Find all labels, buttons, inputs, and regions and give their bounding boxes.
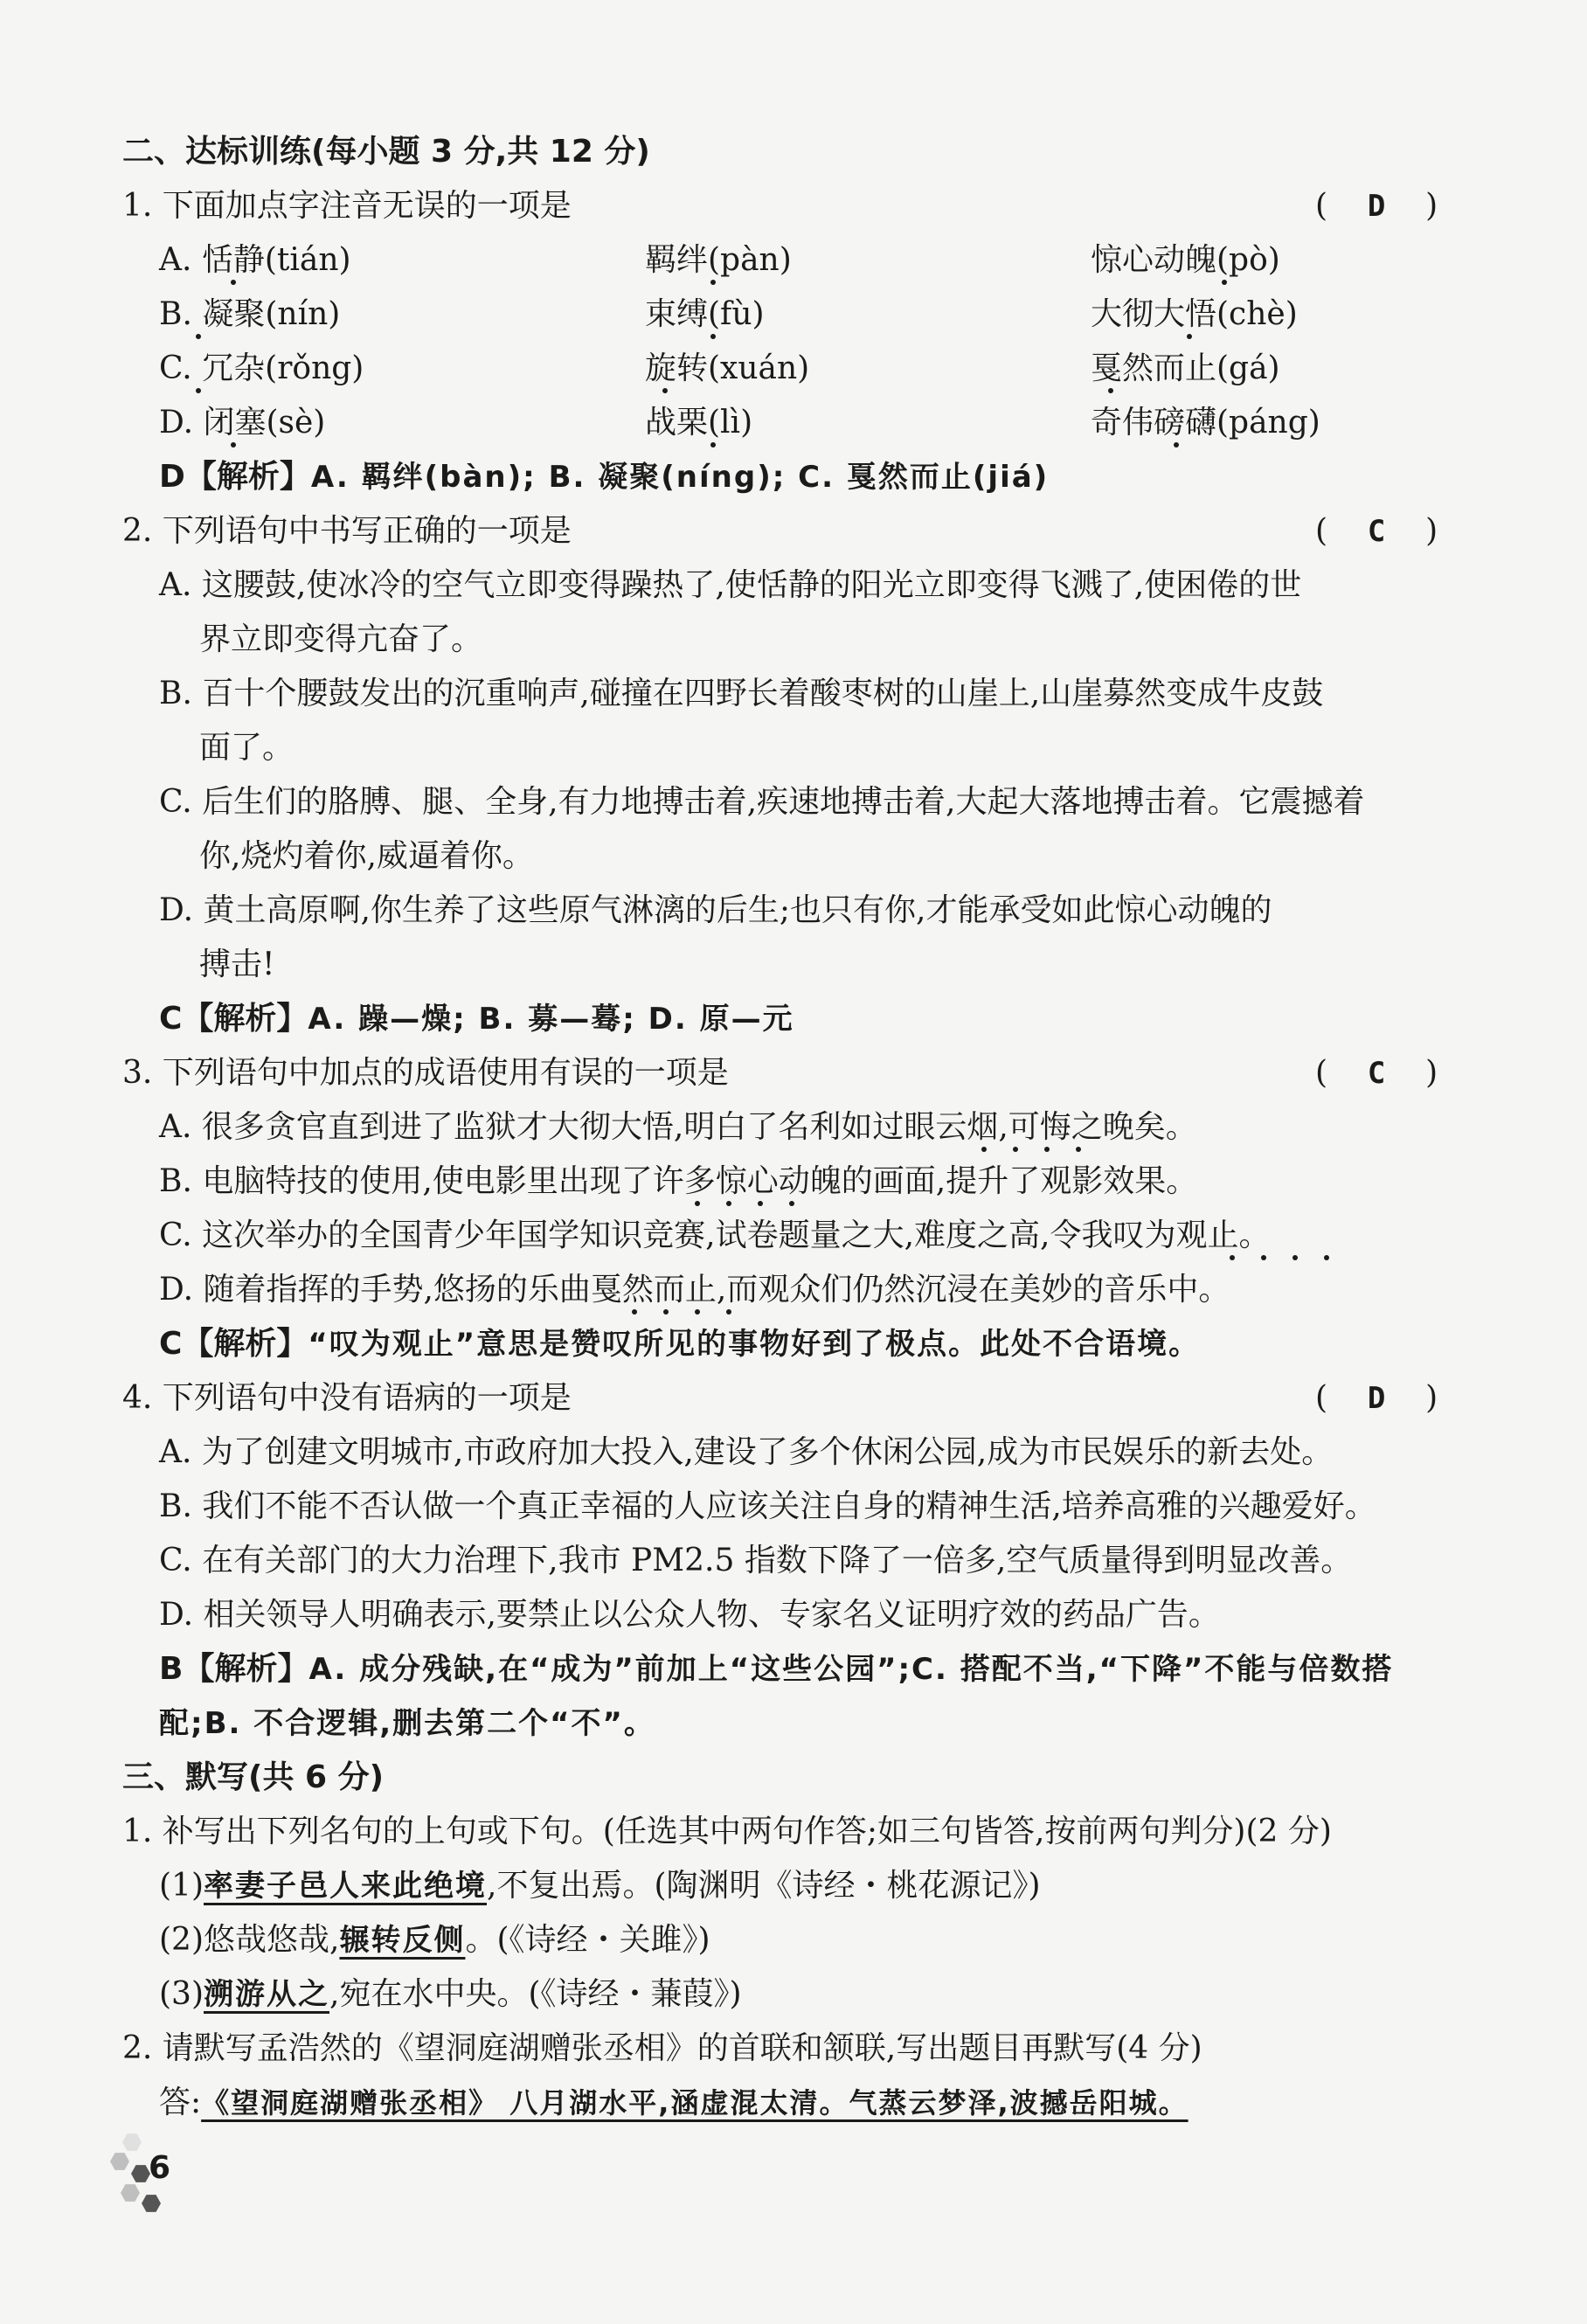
q2-option-d1: D. 黄土高原啊,你生养了这些原气淋漓的后生;也只有你,才能承受如此惊心动魄的 bbox=[159, 892, 1272, 928]
handwritten-answer: 辗转反侧 bbox=[339, 1923, 466, 1958]
handwritten-answer: 率妻子邑人来此绝境 bbox=[204, 1869, 487, 1904]
q1-stem: 1. 下面加点字注音无误的一项是 bbox=[122, 188, 572, 224]
q3-option-c: C. 这次举办的全国青少年国学知识竞赛,试卷题量之大,难度之高,令我叹为观止。 bbox=[159, 1217, 1271, 1253]
emphasis-dot bbox=[710, 280, 716, 285]
q2-option-a2: 界立即变得亢奋了。 bbox=[199, 621, 483, 657]
section-2-title: 二、达标训练(每小题 3 分,共 12 分) bbox=[122, 134, 650, 170]
item-prefix: (3) bbox=[159, 1976, 204, 2012]
hex-decoration bbox=[131, 2164, 150, 2183]
q1-answer: D bbox=[1367, 189, 1386, 224]
q3-option-a: A. 很多贪官直到进了监狱才大彻大悟,明白了名利如过眼云烟,可悔之晚矣。 bbox=[159, 1109, 1197, 1145]
s3-q2-stem: 2. 请默写孟浩然的《望洞庭湖赠张丞相》的首联和颔联,写出题目再默写(4 分) bbox=[122, 2030, 1202, 2066]
explanation-text: A. 羁绊(bàn); B. 凝聚(níng); C. 戛然而止(jiá) bbox=[310, 460, 1050, 495]
item-suffix: ,宛在水中央。(《诗经・蒹葭》) bbox=[329, 1976, 742, 2012]
q1-option-b3: 大彻大悟(chè) bbox=[1091, 296, 1298, 332]
emphasis-dot bbox=[1174, 442, 1179, 447]
explanation-text: A. 成分残缺,在“成为”前加上“这些公园”;C. 搭配不当,“下降”不能与倍数搭 bbox=[308, 1652, 1394, 1687]
emphasis-dot bbox=[662, 388, 668, 393]
q1-explanation bbox=[159, 456, 1049, 498]
explanation-text: “叹为观止”意思是赞叹所见的事物好到了极点。此处不合语境。 bbox=[308, 1327, 1201, 1362]
q1-option-a2: 羁绊(pàn) bbox=[645, 242, 792, 278]
q4-explanation bbox=[159, 1648, 1393, 1690]
q2-answer-box: ( C ) bbox=[1315, 513, 1438, 549]
explanation-tag: C【解析】 bbox=[159, 1326, 308, 1362]
answer-prefix: 答: bbox=[159, 2085, 202, 2120]
s3-q1-item-2 bbox=[159, 1919, 710, 1961]
q4-stem: 4. 下列语句中没有语病的一项是 bbox=[122, 1380, 572, 1416]
item-prefix: (1) bbox=[159, 1868, 204, 1904]
emphasis-dot bbox=[695, 1309, 700, 1315]
explanation-tag: C【解析】 bbox=[159, 1001, 308, 1037]
handwritten-answer: 溯游从之 bbox=[204, 1977, 329, 2012]
q4-answer-box: ( D ) bbox=[1315, 1380, 1438, 1416]
s3-q1-item-1 bbox=[159, 1865, 1041, 1907]
emphasis-dot bbox=[1108, 388, 1113, 393]
q4-option-a: A. 为了创建文明城市,市政府加大投入,建设了多个休闲公园,成为市民娱乐的新去处。 bbox=[159, 1434, 1334, 1470]
explanation-text: A. 躁—燥; B. 募—蓦; D. 原—元 bbox=[308, 1002, 794, 1037]
q1-option-d2: 战栗(lì) bbox=[645, 405, 753, 441]
q1-option-a1: A. 恬静(tián) bbox=[159, 242, 351, 278]
q1-option-d3: 奇伟磅礴(páng) bbox=[1091, 405, 1320, 441]
q3-answer-box: ( C ) bbox=[1315, 1055, 1438, 1091]
q3-answer: C bbox=[1367, 1056, 1386, 1091]
s3-q1-item-3 bbox=[159, 1974, 742, 2015]
emphasis-dot bbox=[196, 334, 201, 339]
emphasis-dot bbox=[726, 1201, 731, 1206]
q1-option-c2: 旋转(xuán) bbox=[645, 350, 810, 386]
emphasis-dot bbox=[789, 1201, 794, 1206]
q3-explanation bbox=[159, 1323, 1200, 1365]
s3-q2-answer-line bbox=[159, 2082, 1189, 2124]
emphasis-dot bbox=[231, 442, 236, 447]
emphasis-dot bbox=[1292, 1255, 1298, 1260]
hex-decoration bbox=[122, 2133, 142, 2152]
emphasis-dot bbox=[726, 1309, 731, 1315]
emphasis-dot bbox=[1222, 280, 1227, 285]
explanation-tag: D【解析】 bbox=[159, 459, 311, 495]
q1-option-c1: C. 冗杂(rǒng) bbox=[159, 350, 364, 386]
q4-answer: D bbox=[1367, 1381, 1386, 1416]
page-number: 6 bbox=[149, 2150, 171, 2186]
q3-option-b: B. 电脑特技的使用,使电影里出现了许多惊心动魄的画面,提升了观影效果。 bbox=[159, 1163, 1198, 1199]
emphasis-dot bbox=[196, 388, 201, 393]
hex-decoration bbox=[110, 2152, 129, 2171]
hex-decoration bbox=[142, 2194, 161, 2213]
q2-option-d2: 搏击! bbox=[199, 947, 275, 982]
emphasis-dot bbox=[1076, 1147, 1081, 1152]
q2-answer: C bbox=[1367, 514, 1386, 549]
q1-option-c3: 戛然而止(gá) bbox=[1091, 350, 1280, 386]
handwritten-answer: 《望洞庭湖赠张丞相》 八月湖水平,涵虚混太清。气蒸云梦泽,波撼岳阳城。 bbox=[201, 2086, 1189, 2119]
q2-option-c1: C. 后生们的胳膊、腿、全身,有力地搏击着,疾速地搏击着,大起大落地搏击着。它震撼着 bbox=[159, 784, 1365, 820]
item-suffix: 。(《诗经・关雎》) bbox=[465, 1922, 710, 1958]
q3-option-d: D. 随着指挥的手势,悠扬的乐曲戛然而止,而观众们仍然沉浸在美妙的音乐中。 bbox=[159, 1272, 1230, 1308]
emphasis-dot bbox=[695, 1201, 700, 1206]
emphasis-dot bbox=[1187, 334, 1192, 339]
q2-option-b1: B. 百十个腰鼓发出的沉重响声,碰撞在四野长着酸枣树的山崖上,山崖募然变成牛皮鼓 bbox=[159, 676, 1324, 711]
q1-option-b1: B. 凝聚(nín) bbox=[159, 296, 341, 332]
q2-explanation bbox=[159, 998, 794, 1040]
emphasis-dot bbox=[1044, 1147, 1050, 1152]
item-suffix: ,不复出焉。(陶渊明《诗经・桃花源记》) bbox=[487, 1868, 1041, 1904]
q2-option-a1: A. 这腰鼓,使冰冷的空气立即变得躁热了,使恬静的阳光立即变得飞溅了,使困倦的世 bbox=[159, 567, 1302, 603]
q1-option-b2: 束缚(fù) bbox=[645, 296, 765, 332]
emphasis-dot bbox=[1324, 1255, 1329, 1260]
s3-q1-stem: 1. 补写出下列名句的上句或下句。(任选其中两句作答;如三句皆答,按前两句判分)(2 分) bbox=[122, 1814, 1332, 1849]
emphasis-dot bbox=[758, 1201, 763, 1206]
emphasis-dot bbox=[1261, 1255, 1266, 1260]
q4-option-b: B. 我们不能不否认做一个真正幸福的人应该关注自身的精神生活,培养高雅的兴趣爱好。 bbox=[159, 1488, 1376, 1524]
item-prefix: (2)悠哉悠哉, bbox=[159, 1922, 340, 1958]
emphasis-dot bbox=[632, 1309, 637, 1315]
q4-option-d: D. 相关领导人明确表示,要禁止以公众人物、专家名义证明疗效的药品广告。 bbox=[159, 1597, 1220, 1633]
hex-decoration bbox=[121, 2183, 140, 2203]
emphasis-dot bbox=[710, 334, 716, 339]
q1-option-d1: D. 闭塞(sè) bbox=[159, 405, 326, 441]
q2-option-c2: 你,烧灼着你,威逼着你。 bbox=[199, 838, 534, 874]
q2-option-b2: 面了。 bbox=[199, 730, 295, 766]
emphasis-dot bbox=[981, 1147, 987, 1152]
q4-explanation-cont: 配;B. 不合逻辑,删去第二个“不”。 bbox=[159, 1706, 655, 1741]
q3-stem: 3. 下列语句中加点的成语使用有误的一项是 bbox=[122, 1055, 729, 1091]
explanation-tag: B【解析】 bbox=[159, 1651, 309, 1687]
q1-option-a3: 惊心动魄(pò) bbox=[1091, 242, 1280, 278]
emphasis-dot bbox=[663, 1309, 669, 1315]
q2-stem: 2. 下列语句中书写正确的一项是 bbox=[122, 513, 572, 549]
emphasis-dot bbox=[231, 280, 236, 285]
emphasis-dot bbox=[710, 442, 716, 447]
emphasis-dot bbox=[1230, 1255, 1235, 1260]
q1-answer-box: ( D ) bbox=[1315, 188, 1438, 224]
emphasis-dot bbox=[1013, 1147, 1018, 1152]
q4-option-c: C. 在有关部门的大力治理下,我市 PM2.5 指数下降了一倍多,空气质量得到明显改善。 bbox=[159, 1543, 1353, 1578]
section-3-title: 三、默写(共 6 分) bbox=[122, 1759, 385, 1795]
